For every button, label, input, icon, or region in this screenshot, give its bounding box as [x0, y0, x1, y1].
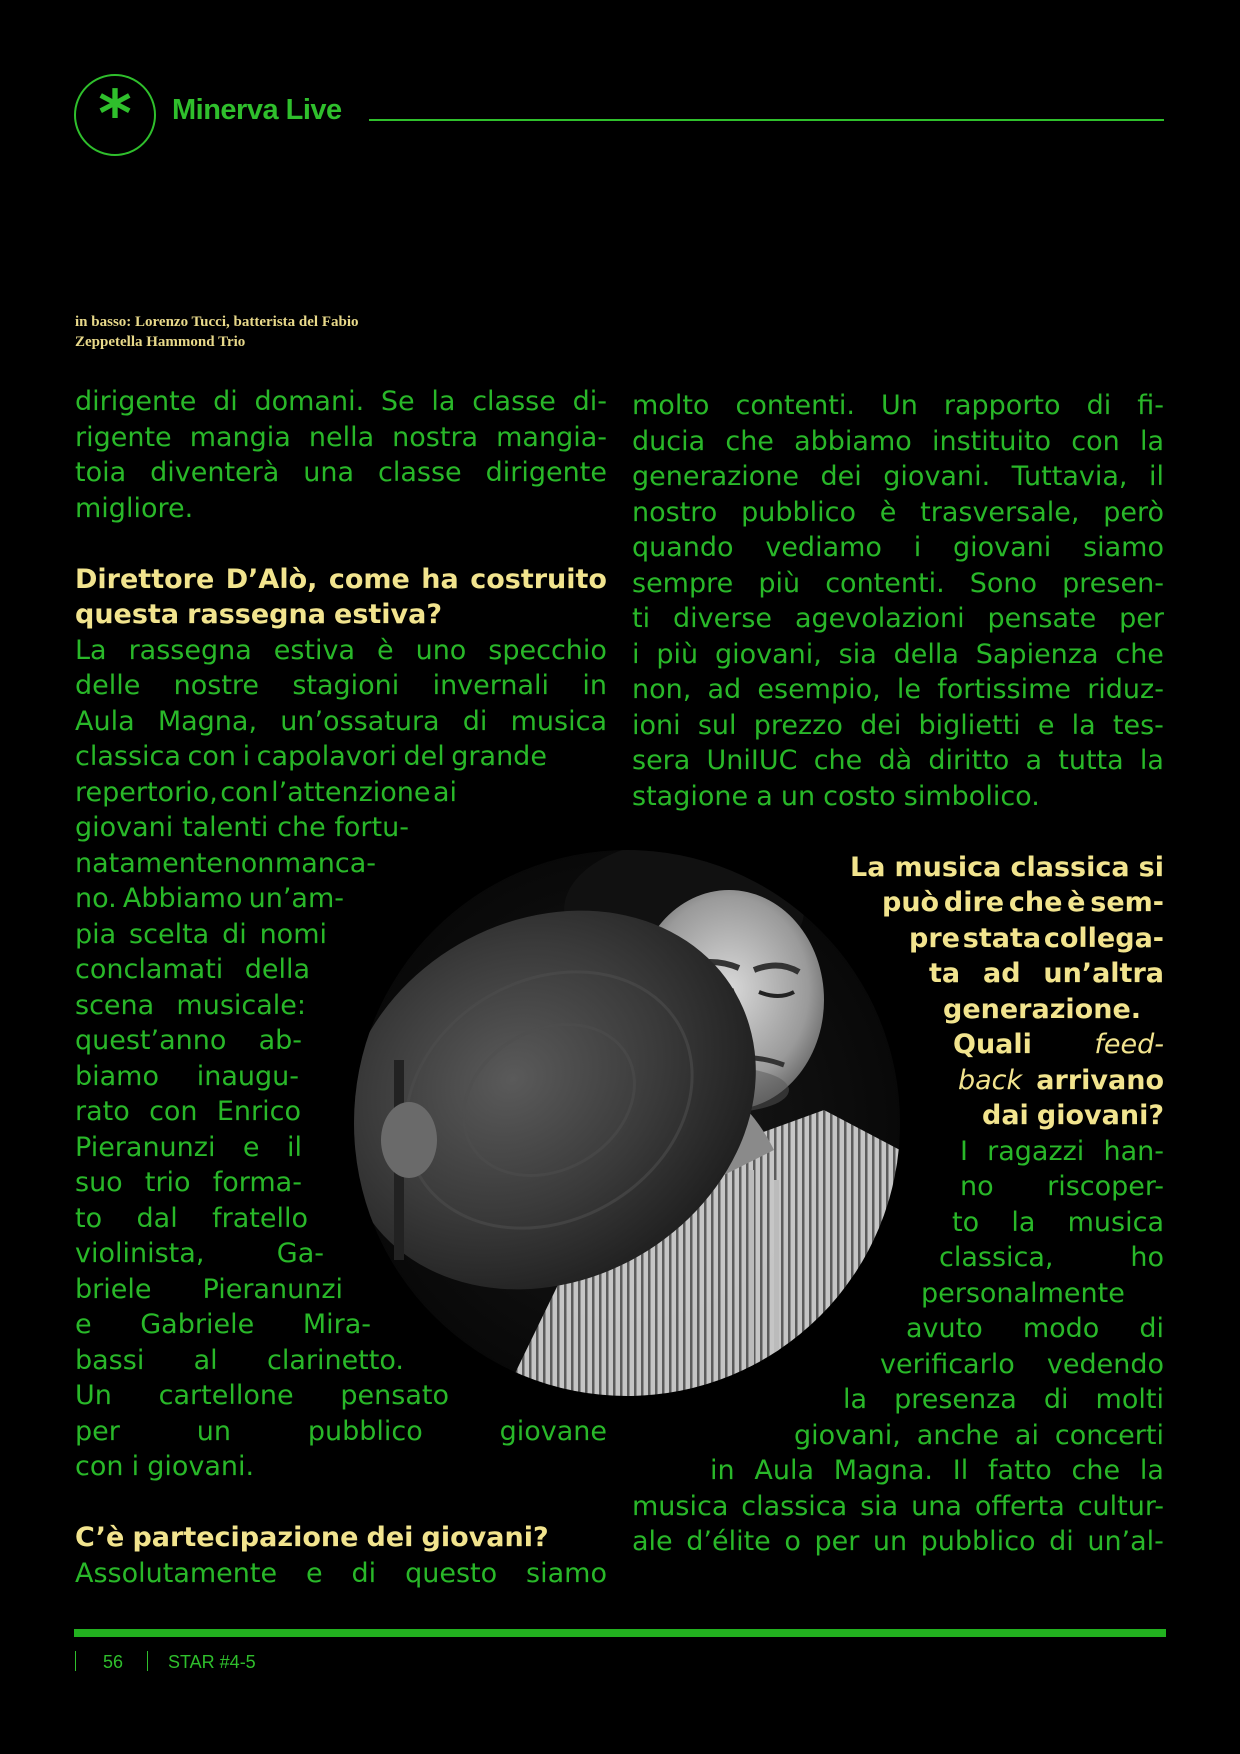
body-text-line: personalmente: [921, 1277, 1125, 1309]
body-text-line: musica classica sia una offerta cultur-: [632, 1490, 1164, 1522]
body-text-line: ti diverse agevolazioni pensate per: [632, 603, 1164, 634]
body-text-line: nostro pubblico è trasversale, però: [632, 496, 1164, 528]
body-text-line: dirigente di domani. Se la classe di-: [75, 386, 607, 417]
body-text-line: avuto modo di: [906, 1313, 1164, 1344]
interview-question-line: Quali feed-: [953, 1029, 1164, 1060]
interview-question-line: dai giovani?: [982, 1100, 1164, 1131]
body-text-line: classica, ho: [939, 1242, 1164, 1273]
body-text-line: giovani, anche ai concerti: [794, 1419, 1164, 1451]
body-text-line: classica con i capolavori del grande: [75, 741, 547, 772]
header-divider: [369, 119, 1164, 121]
body-text-line: violinista, Ga-: [75, 1238, 324, 1269]
body-text-line: e Gabriele Mira-: [75, 1309, 371, 1340]
drummer-photo-illustration: [354, 850, 900, 1396]
body-text-line: Aula Magna, un’ossatura di musica: [75, 705, 607, 737]
interview-question-line: generazione.: [943, 993, 1142, 1025]
body-text-line: Un cartellone pensato: [75, 1380, 449, 1411]
body-text-line: to la musica: [952, 1206, 1164, 1238]
body-text-line: pia scelta di nomi: [75, 918, 327, 950]
body-text-line: bassi al clarinetto.: [75, 1344, 404, 1376]
caption-line: in basso: Lorenzo Tucci, batterista del Fabio: [75, 314, 359, 330]
interview-question-line: Direttore D’Alò, come ha costruito: [75, 563, 607, 595]
footer-rule: [74, 1629, 1166, 1637]
interview-question-line: La musica classica si: [850, 851, 1164, 883]
body-text-line: briele Pieranunzi: [75, 1273, 343, 1305]
body-text-line: generazione dei giovani. Tuttavia, il: [632, 461, 1164, 492]
body-text-line: I ragazzi han-: [960, 1135, 1164, 1167]
body-text-line: to dal fratello: [75, 1202, 308, 1234]
drummer-photo: [354, 850, 900, 1396]
body-text-line: non, ad esempio, le fortissime riduz-: [632, 674, 1164, 705]
body-text-line: sempre più contenti. Sono presen-: [632, 567, 1164, 599]
body-text-line: stagione a un costo simbolico.: [632, 780, 1040, 812]
body-text-line: i più giovani, sia della Sapienza che: [632, 638, 1164, 670]
interview-question-line: C’è partecipazione dei giovani?: [75, 1522, 549, 1553]
body-text-line: con i giovani.: [75, 1451, 255, 1482]
body-text-line: rato con Enrico: [75, 1096, 301, 1127]
magazine-issue: STAR #4-5: [168, 1652, 256, 1672]
footer-divider: [75, 1651, 76, 1671]
body-text-line: Assolutamente e di questo siamo: [75, 1557, 607, 1589]
body-text-line: quando vediamo i giovani siamo: [632, 532, 1164, 563]
asterisk-icon: *: [98, 78, 132, 152]
section-title: Minerva Live: [172, 94, 342, 126]
page-number: 56: [103, 1652, 124, 1672]
interview-question-line: ta ad un’altra: [929, 958, 1164, 989]
body-text-line: verificarlo vedendo: [880, 1348, 1164, 1380]
body-text-line: delle nostre stagioni invernali in: [75, 670, 607, 701]
body-text-line: per un pubblico giovane: [75, 1415, 607, 1447]
body-text-line: ducia che abbiamo instituito con la: [632, 425, 1164, 457]
body-text-line: rigente mangia nella nostra mangia-: [75, 421, 607, 453]
interview-question-line: può dire che è sem-: [882, 887, 1164, 918]
body-text-line: migliore.: [75, 492, 194, 524]
body-text-line: La rassegna estiva è uno specchio: [75, 634, 607, 666]
interview-question-line: pre stata collega-: [909, 922, 1164, 954]
body-text-line: in Aula Magna. Il fatto che la: [710, 1455, 1164, 1486]
body-text-line: natamente non manca-: [75, 847, 376, 879]
footer-divider: [147, 1651, 148, 1671]
body-text-line: quest’anno ab-: [75, 1025, 302, 1056]
body-text-line: Pieranunzi e il: [75, 1131, 302, 1163]
caption-line: Zeppetella Hammond Trio: [75, 334, 246, 350]
body-text-line: biamo inaugu-: [75, 1060, 299, 1092]
body-text-line: molto contenti. Un rapporto di fi-: [632, 390, 1164, 421]
photo-caption: [75, 312, 395, 352]
body-text-line: conclamati della: [75, 954, 310, 985]
body-text-line: repertorio, con l’attenzione ai: [75, 776, 457, 808]
body-text-line: suo trio forma-: [75, 1167, 302, 1198]
body-text-line: scena musicale:: [75, 989, 306, 1021]
body-text-line: no riscoper-: [960, 1171, 1164, 1202]
body-text-line: sera UniIUC che dà diritto a tutta la: [632, 745, 1164, 776]
interview-question-line: questa rassegna estiva?: [75, 599, 443, 630]
body-text-line: no. Abbiamo un’am-: [75, 883, 344, 914]
body-text-line: toia diventerà una classe dirigente: [75, 457, 607, 488]
body-text-line: la presenza di molti: [843, 1384, 1164, 1415]
body-text-line: ale d’élite o per un pubblico di un’al-: [632, 1526, 1164, 1557]
body-text-line: ioni sul prezzo dei biglietti e la tes-: [632, 709, 1164, 741]
interview-question-line: back arrivano: [958, 1064, 1164, 1096]
body-text-line: giovani talenti che fortu-: [75, 812, 409, 843]
